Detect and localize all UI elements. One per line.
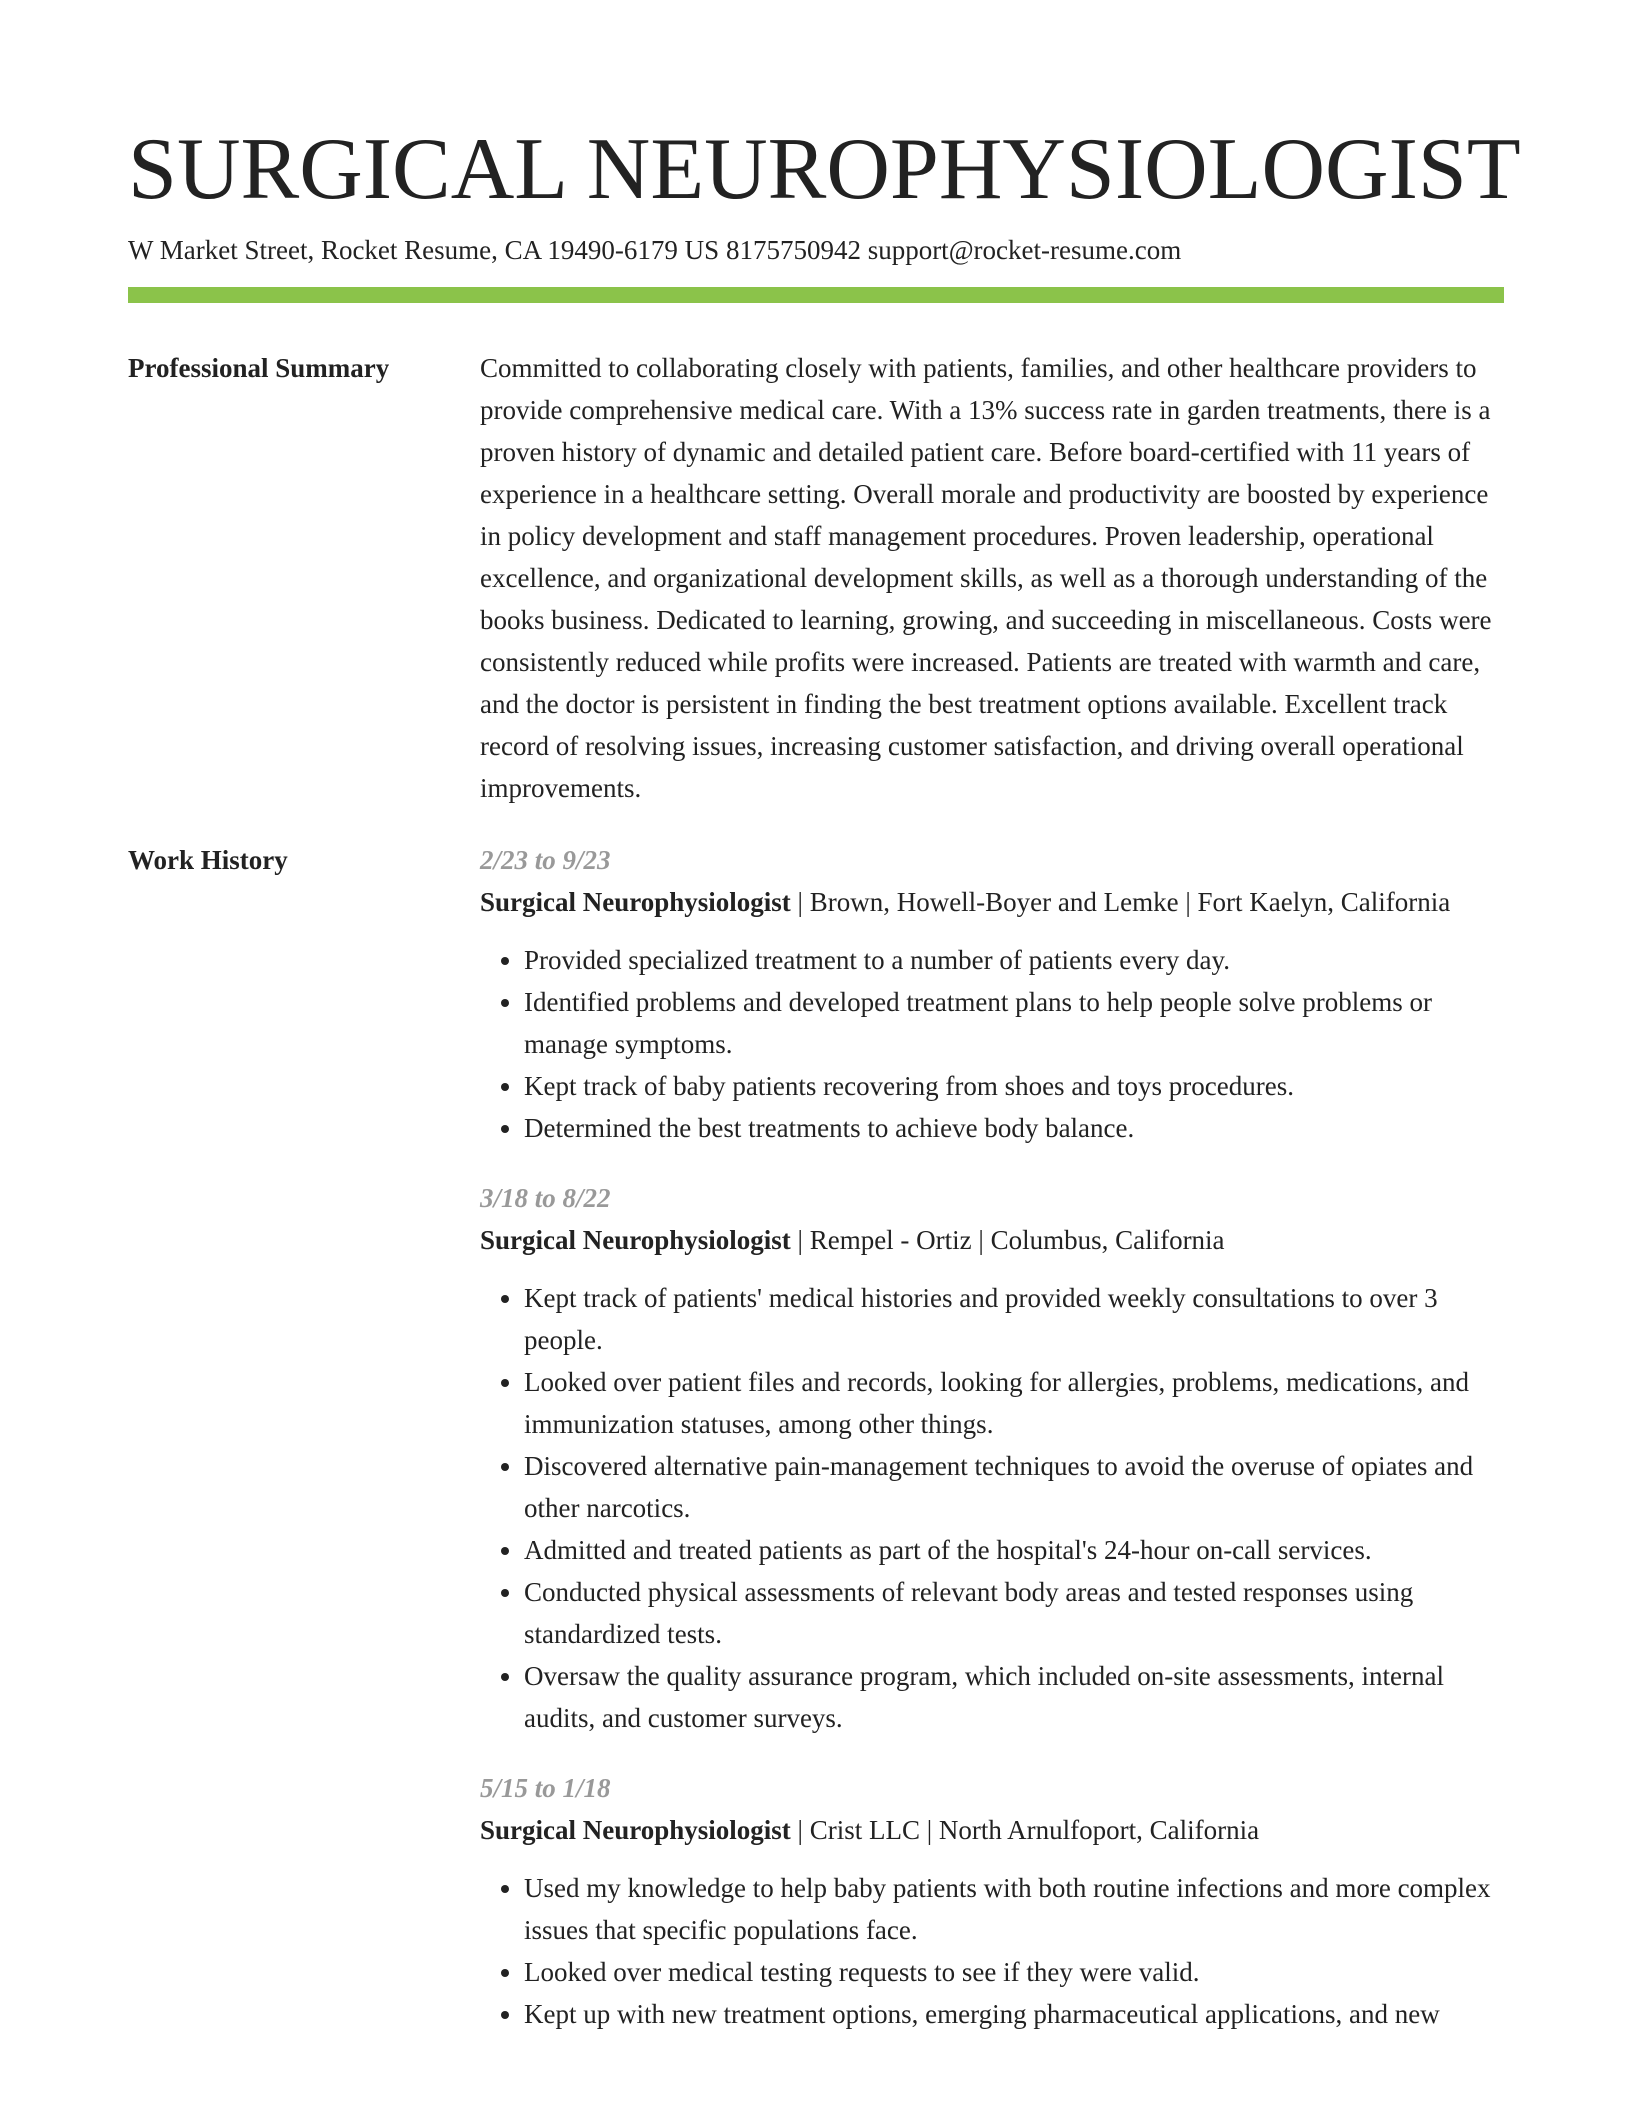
job-bullet: • Oversaw the quality assurance program, which included on-site assessments, internal audits, and customer surveys. [524,1655,1504,1739]
job-entry [480,839,1504,1149]
job-bullet: • Conducted physical assessments of relevant body areas and tested responses using standardized tests. [524,1571,1504,1655]
job-title: Surgical Neurophysiologist [480,887,791,917]
job-separator: | [797,1815,803,1845]
resume-page [128,118,1521,2063]
job-dates: 2/23 to 9/23 [480,845,611,875]
job-bullet-list [480,1277,1504,1739]
resume-name: SURGICAL NEUROPHYSIOLOGIST [128,121,1521,218]
work-history-list [480,839,1504,2063]
job-bullet: • Kept track of patients' medical histories and provided weekly consultations to over 3 people. [524,1277,1504,1361]
contact-line [128,232,1504,268]
job-separator: | [926,1815,933,1845]
professional-summary-section [128,347,1504,809]
job-bullet: • Admitted and treated patients as part of the hospital's 24-hour on-call services. [524,1529,1504,1571]
job-bullet: • Looked over patient files and records, looking for allergies, problems, medications, and immunization statuses, among other things. [524,1361,1504,1445]
job-separator: | [797,1225,803,1255]
job-bullet: • Kept track of baby patients recovering from shoes and toys procedures. [524,1065,1504,1107]
job-bullet: • Used my knowledge to help baby patients with both routine infections and more complex issues that specific populations face. [524,1867,1504,1951]
resume-header [128,118,1521,303]
job-entry [480,1177,1504,1739]
contact-address: W Market Street, Rocket Resume, CA 19490-6179 US [128,235,720,265]
accent-divider [128,287,1504,303]
job-bullet-list [480,1867,1504,2035]
job-bullet: • Discovered alternative pain-management techniques to avoid the overuse of opiates and other narcotics. [524,1445,1504,1529]
job-employer: Rempel - Ortiz [809,1225,972,1255]
job-bullet: • Identified problems and developed treatment plans to help people solve problems or manage symptoms. [524,981,1504,1065]
job-bullet-list [480,939,1504,1149]
work-history-section [128,839,1504,2063]
job-heading [480,1219,1504,1261]
job-bullet: • Determined the best treatments to achieve body balance. [524,1107,1504,1149]
job-location: North Arnulfoport, California [938,1815,1260,1845]
summary-body [480,347,1504,809]
job-dates: 5/15 to 1/18 [480,1773,611,1803]
contact-phone: 8175750942 [725,235,861,265]
summary-text: Committed to collaborating closely with patients, families, and other healthcare providers to provide comprehensive medical care. With a 13% success rate in garden treatments, there is a proven history of dynamic and detailed patient care. Before board-certified with 11 years of experience in a healthcare setting. Overall morale and productivity are boosted by experience in policy development and staff management procedures. Proven leadership, operational excellence, and organizational development skills, as well as a thorough understanding of the books business. Dedicated to learning, growing, and succeeding in miscellaneous. Costs were consistently reduced while profits were increased. Patients are treated with warmth and care, and the doctor is persistent in finding the best treatment options available. Excellent track record of resolving issues, increasing customer satisfaction, and driving overall operational improvements. [480,353,1492,803]
job-heading [480,881,1504,923]
job-entry [480,1767,1504,2035]
job-separator: | [797,887,803,917]
section-title-summary: Professional Summary [128,353,390,383]
job-bullet: • Kept up with new treatment options, emerging pharmaceutical applications, and new [524,1993,1504,2035]
job-dates: 3/18 to 8/22 [480,1183,611,1213]
job-separator: | [978,1225,984,1255]
job-heading [480,1809,1504,1851]
job-title: Surgical Neurophysiologist [480,1815,791,1845]
job-bullet: • Provided specialized treatment to a number of patients every day. [524,939,1504,981]
section-title-work: Work History [128,845,288,875]
job-employer: Brown, Howell-Boyer and Lemke [809,887,1179,917]
job-location: Columbus, California [990,1225,1225,1255]
job-bullet: • Looked over medical testing requests to see if they were valid. [524,1951,1504,1993]
contact-email: support@rocket-resume.com [867,235,1182,265]
job-location: Fort Kaelyn, California [1197,887,1451,917]
job-separator: | [1185,887,1191,917]
job-title: Surgical Neurophysiologist [480,1225,791,1255]
job-employer: Crist LLC [809,1815,920,1845]
